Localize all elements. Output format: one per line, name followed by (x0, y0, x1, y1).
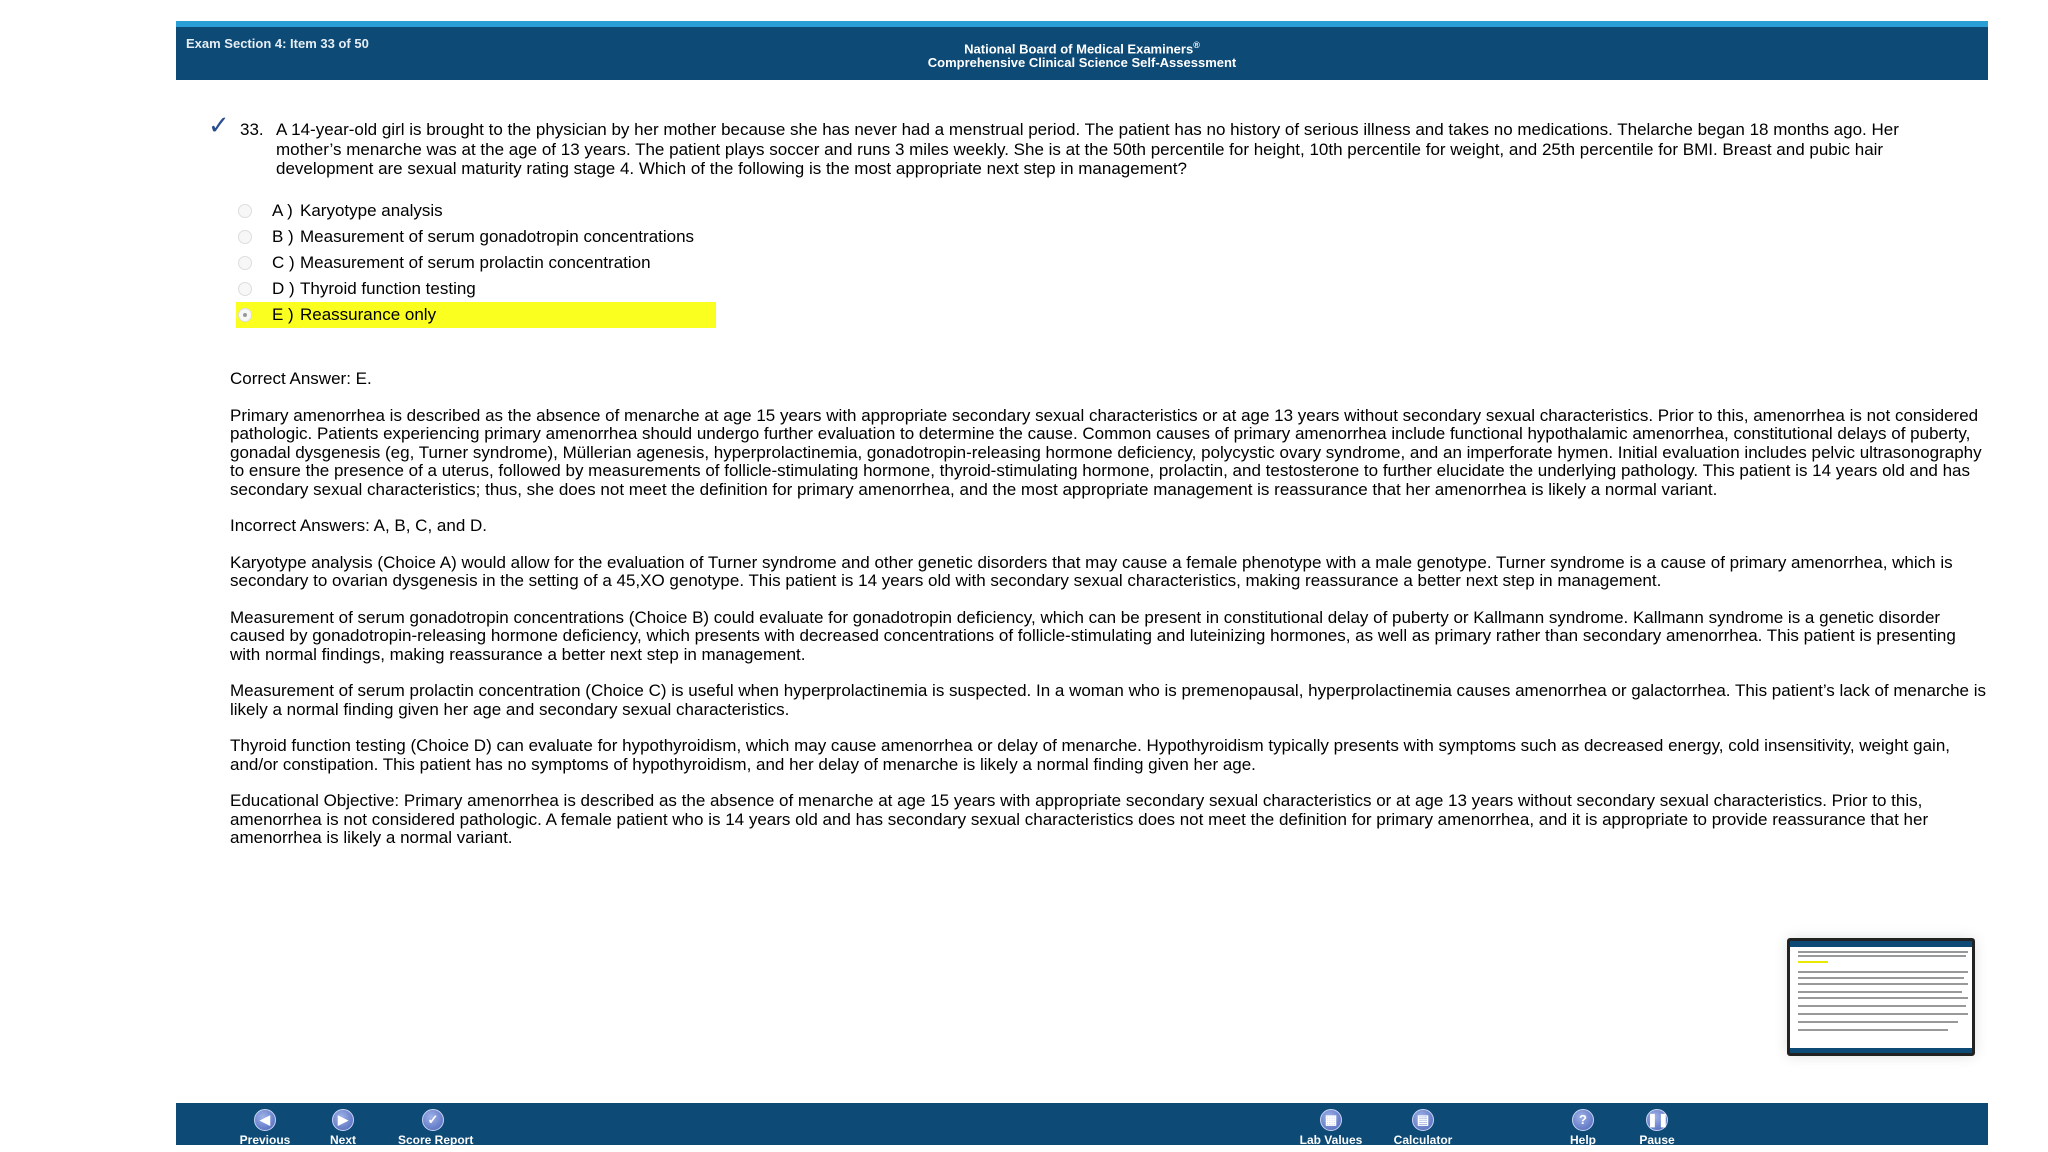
exam-header (176, 21, 1988, 80)
arrow-right-icon: ▶ (332, 1109, 354, 1131)
page-thumbnail[interactable] (1787, 938, 1975, 1056)
choice-d[interactable] (236, 276, 716, 302)
calculator-button[interactable] (1388, 1109, 1458, 1147)
choice-text: Measurement of serum prolactin concentration (300, 253, 651, 272)
explanation-choice-c: Measurement of serum prolactin concentration (Choice C) is useful when hyperprolactinemia is suspected. In a woman who is premenopausal, hyperprolactinemia causes amenorrhea or galactorrhea. This patient’s lack of menarche is likely a normal finding given her age and secondary sexual characteristics. (230, 681, 1986, 719)
pause-button[interactable] (1622, 1109, 1692, 1147)
choice-letter: C ) (272, 253, 295, 272)
lab-values-button[interactable] (1296, 1109, 1366, 1147)
next-button[interactable] (308, 1109, 378, 1147)
choice-letter: A ) (272, 201, 293, 220)
pause-icon: ❚❚ (1646, 1109, 1668, 1131)
registered-mark: ® (1193, 40, 1200, 50)
thumbnail-footer (1790, 1048, 1972, 1053)
explanation-choice-d: Thyroid function testing (Choice D) can evaluate for hypothyroidism, which may cause amenorrhea or delay of menarche. Hypothyroidism typically presents with symptoms such as decreased energy, cold insensitivity, weight gain, and/or constipation. This patient has no symptoms of hypothyroidism, and her delay of menarche is likely a normal finding given her age. (230, 736, 1950, 774)
radio-a[interactable] (238, 204, 252, 218)
previous-label: Previous (239, 1133, 291, 1147)
incorrect-answers: Incorrect Answers: A, B, C, and D. (230, 516, 487, 535)
calculator-icon: ▤ (1412, 1109, 1434, 1131)
thumbnail-line (1798, 951, 1968, 953)
question-number: 33. (240, 120, 264, 139)
thumbnail-line (1798, 977, 1964, 979)
thumbnail-line (1798, 971, 1968, 973)
choice-e[interactable] (236, 302, 716, 328)
check-icon: ✓ (422, 1109, 444, 1131)
exam-section-label: Exam Section 4: Item 33 of 50 (186, 36, 369, 51)
question-stem: A 14-year-old girl is brought to the physician by her mother because she has never had a menstrual period. The patient has no history of serious illness and takes no medications. Thelarche began 18 months ago. Her mother’s menarche was at the age of 13 years. The patient plays soccer and runs 3 miles weekly. She is at the 50th percentile for height, 10th percentile for weight, and 25th percentile for BMI. Breast and pubic hair development are sexual maturity rating stage 4. Which of the following is the most appropriate next step in management? (276, 120, 1899, 178)
exam-subtitle: Comprehensive Clinical Science Self-Assessment (927, 55, 1237, 71)
explanation-paragraph: Primary amenorrhea is described as the absence of menarche at age 15 years with appropriate secondary sexual characteristics or at age 13 years without secondary sexual characteristics. Prior to this, amenorrhea is not considered pathologic. Patients experiencing primary amenorrhea should undergo further evaluation to determine the cause. Common causes of primary amenorrhea include functional hypothalamic amenorrhea, constitutional delays of puberty, gonadal dysgenesis (eg, Turner syndrome), Müllerian agenesis, hyperprolactinemia, gonadotropin-releasing hormone deficiency, polycystic ovary syndrome, and an imperforate hymen. Initial evaluation includes pelvic ultrasonography to ensure the presence of a uterus, followed by measurements of follicle-stimulating hormone, thyroid-stimulating hormone, prolactin, and testosterone to further elucidate the underlying pathology. This patient is 14 years old and has secondary sexual characteristics; thus, she does not meet the definition for primary amenorrhea, and the most appropriate management is reassurance that her amenorrhea is likely a normal variant. (230, 405, 1982, 499)
explanation (230, 370, 1990, 866)
thumbnail-line (1798, 955, 1966, 957)
help-button[interactable] (1548, 1109, 1618, 1147)
choice-letter: E ) (272, 305, 294, 324)
arrow-left-icon: ◀ (254, 1109, 276, 1131)
thumbnail-line (1798, 991, 1962, 993)
choice-text: Reassurance only (300, 305, 437, 324)
calculator-label: Calculator (1393, 1133, 1453, 1147)
educational-objective: Educational Objective: Primary amenorrhea is described as the absence of menarche at age 15 years with appropriate secondary sexual characteristics or at age 13 years without secondary sexual characteristics. Prior to this, amenorrhea is not considered pathologic. A female patient who is 14 years old and has secondary sexual characteristics does not meet the definition for primary amenorrhea, and it is appropriate to provide reassurance that her amenorrhea is likely a normal variant. (230, 791, 1929, 847)
radio-d[interactable] (238, 282, 252, 296)
explanation-choice-a: Karyotype analysis (Choice A) would allow for the evaluation of Turner syndrome and other genetic disorders that may cause a female phenotype with a male genotype. Turner syndrome is a cause of primary amenorrhea, which is secondary to ovarian dysgenesis in the setting of a 45,XO genotype. This patient is 14 years old with secondary sexual characteristics, making reassurance a better next step in management. (230, 552, 1953, 590)
marked-checkmark-icon: ✓ (208, 110, 230, 140)
next-label: Next (329, 1133, 356, 1147)
score-report-button[interactable] (398, 1109, 474, 1147)
thumbnail-line (1798, 983, 1968, 985)
choice-text: Karyotype analysis (300, 201, 443, 220)
thumbnail-line (1798, 997, 1968, 999)
choice-b[interactable] (236, 224, 716, 250)
thumbnail-header (1790, 941, 1972, 947)
choice-text: Measurement of serum gonadotropin concentrations (300, 227, 695, 246)
answer-choices (236, 198, 716, 328)
radio-e[interactable] (238, 308, 252, 322)
pause-label: Pause (1639, 1133, 1675, 1147)
choice-letter: B ) (272, 227, 294, 246)
radio-b[interactable] (238, 230, 252, 244)
correct-answer: Correct Answer: E. (230, 369, 372, 388)
org-name: National Board of Medical Examiners (964, 41, 1194, 57)
lab-values-icon: ▦ (1320, 1109, 1342, 1131)
radio-c[interactable] (238, 256, 252, 270)
thumbnail-line (1798, 1013, 1968, 1015)
exam-footer (176, 1103, 1988, 1145)
choice-a[interactable] (236, 198, 716, 224)
previous-button[interactable] (230, 1109, 300, 1147)
explanation-choice-b: Measurement of serum gonadotropin concentrations (Choice B) could evaluate for gonadotropin deficiency, which can be present in constitutional delay of puberty or Kallmann syndrome. Kallmann syndrome is a genetic disorder caused by gonadotropin-releasing hormone deficiency, which presents with decreased concentrations of follicle-stimulating and luteinizing hormones, as well as primary rather than secondary amenorrhea. This patient is presenting with normal findings, making reassurance a better next step in management. (230, 607, 1956, 664)
score-report-label: Score Report (398, 1133, 474, 1147)
help-icon: ? (1572, 1109, 1594, 1131)
choice-c[interactable] (236, 250, 716, 276)
choice-letter: D ) (272, 279, 295, 298)
thumbnail-line (1798, 1005, 1966, 1007)
help-label: Help (1569, 1133, 1596, 1147)
choice-text: Thyroid function testing (300, 279, 476, 298)
exam-title (176, 38, 1988, 70)
lab-values-label: Lab Values (1299, 1133, 1363, 1147)
thumbnail-line (1798, 1029, 1948, 1031)
thumbnail-line (1798, 1021, 1958, 1023)
thumbnail-highlight (1798, 961, 1828, 963)
